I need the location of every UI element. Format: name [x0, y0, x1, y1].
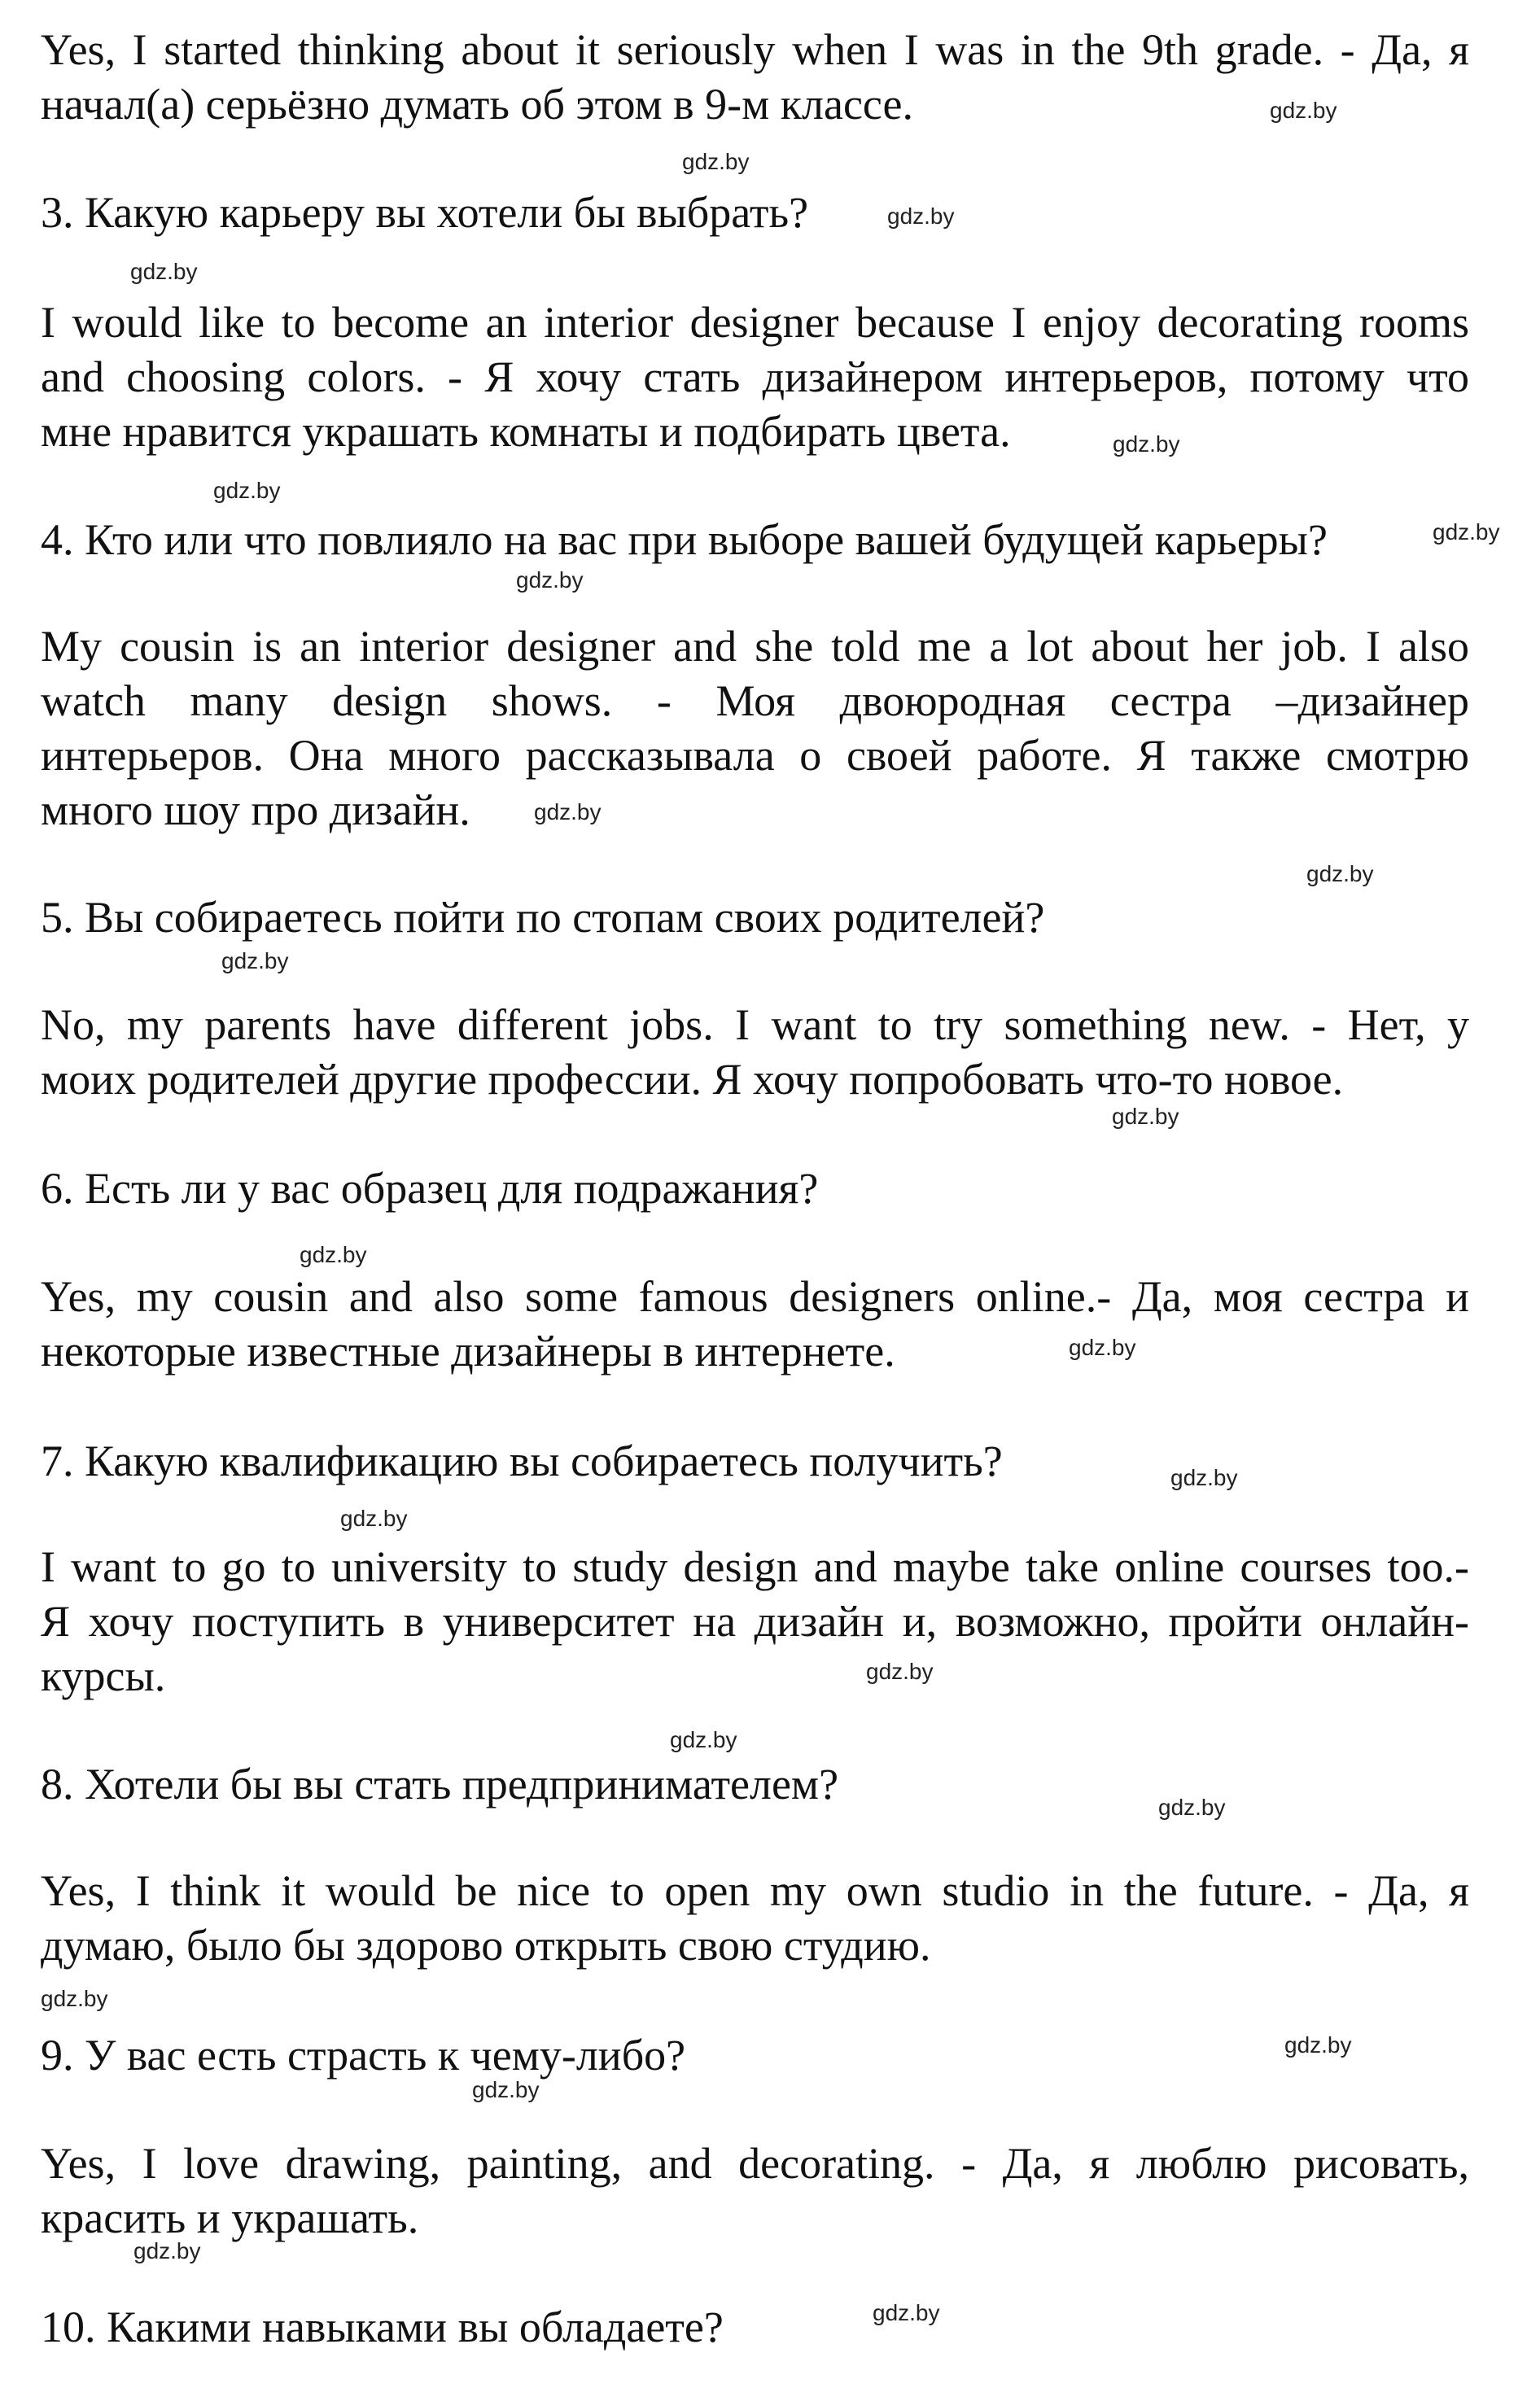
- answer-line: интерьеров. Она много рассказывала о своей работе. Я также смотрю: [41, 731, 1469, 780]
- question-9: [41, 2028, 1469, 2083]
- question-10: [41, 2300, 1469, 2355]
- watermark: gdz.by: [1113, 431, 1180, 457]
- answer-line: некоторые известные дизайнеры в интернете.: [41, 1327, 895, 1376]
- question-3: [41, 186, 1469, 240]
- answer-line: watch many design shows. - Моя двоюродная сестра –дизайнер: [41, 676, 1469, 725]
- question-text: 9. У вас есть страсть к чему-либо?: [41, 2031, 686, 2080]
- watermark: gdz.by: [472, 2077, 540, 2102]
- question-text: 6. Есть ли у вас образец для подражания?: [41, 1164, 819, 1213]
- watermark: gdz.by: [1284, 2032, 1352, 2058]
- watermark: gdz.by: [300, 1242, 367, 1267]
- answer-line: Yes, I think it would be nice to open my own studio in the future. - Да, я: [41, 1866, 1469, 1915]
- watermark: gdz.by: [516, 567, 584, 593]
- watermark: gdz.by: [221, 948, 289, 973]
- question-text: 3. Какую карьеру вы хотели бы выбрать?: [41, 188, 809, 237]
- watermark: gdz.by: [1170, 1465, 1238, 1490]
- watermark: gdz.by: [41, 1986, 108, 2011]
- watermark: gdz.by: [130, 259, 198, 284]
- watermark: gdz.by: [1270, 98, 1337, 123]
- answer-8: [41, 1864, 1469, 1973]
- question-text: 10. Какими навыками вы обладаете?: [41, 2303, 724, 2351]
- answer-5: [41, 998, 1469, 1107]
- watermark: gdz.by: [1158, 1795, 1226, 1820]
- answer-line: Yes, I love drawing, painting, and decorating. - Да, я люблю рисовать,: [41, 2139, 1469, 2188]
- watermark: gdz.by: [873, 2300, 940, 2325]
- watermark: gdz.by: [887, 203, 955, 229]
- answer-line: мне нравится украшать комнаты и подбирать цвета.: [41, 407, 1011, 456]
- answer-line: моих родителей другие профессии. Я хочу попробовать что-то новое.: [41, 1055, 1344, 1104]
- answer-line: думаю, было бы здорово открыть свою студию.: [41, 1921, 931, 1970]
- question-6: [41, 1161, 1469, 1216]
- answer-line: красить и украшать.: [41, 2193, 419, 2242]
- question-8: [41, 1757, 1469, 1812]
- question-text: 8. Хотели бы вы стать предпринимателем?: [41, 1760, 839, 1808]
- answer-line: курсы.: [41, 1651, 166, 1700]
- watermark: gdz.by: [1069, 1335, 1136, 1360]
- answer-6: [41, 1270, 1469, 1379]
- question-5: [41, 890, 1469, 945]
- answer-7: [41, 1540, 1469, 1704]
- watermark: gdz.by: [670, 1727, 737, 1752]
- question-text: 7. Какую квалификацию вы собираетесь получить?: [41, 1437, 1003, 1485]
- watermark: gdz.by: [340, 1506, 408, 1531]
- answer-4: [41, 619, 1469, 838]
- answer-2: [41, 23, 1469, 132]
- watermark: gdz.by: [866, 1659, 934, 1684]
- watermark: gdz.by: [1433, 519, 1500, 545]
- answer-line: Yes, I started thinking about it seriously when I was in the 9th grade. - Да, я: [41, 25, 1469, 74]
- question-text: 4. Кто или что повлияло на вас при выборе вашей будущей карьеры?: [41, 515, 1328, 564]
- question-text: 5. Вы собираетесь пойти по стопам своих родителей?: [41, 893, 1045, 942]
- question-4: [41, 513, 1469, 567]
- answer-line: and choosing colors. - Я хочу стать дизайнером интерьеров, потому что: [41, 352, 1469, 401]
- watermark: gdz.by: [213, 478, 281, 503]
- answer-line: Я хочу поступить в университет на дизайн и, возможно, пройти онлайн-: [41, 1597, 1469, 1646]
- answer-line: начал(а) серьёзно думать об этом в 9-м классе.: [41, 80, 914, 129]
- answer-line: No, my parents have different jobs. I want to try something new. - Нет, у: [41, 1000, 1469, 1049]
- watermark: gdz.by: [1112, 1104, 1179, 1129]
- answer-line: I want to go to university to study design and maybe take online courses too.-: [41, 1542, 1469, 1591]
- answer-9: [41, 2137, 1469, 2246]
- question-7: [41, 1434, 1469, 1489]
- answer-line: My cousin is an interior designer and she told me a lot about her job. I also: [41, 622, 1469, 671]
- answer-3: [41, 295, 1469, 459]
- answer-line: много шоу про дизайн.: [41, 785, 470, 834]
- watermark: gdz.by: [534, 799, 602, 824]
- watermark: gdz.by: [682, 149, 750, 174]
- watermark: gdz.by: [1306, 861, 1374, 886]
- answer-line: I would like to become an interior designer because I enjoy decorating rooms: [41, 298, 1469, 347]
- answer-line: Yes, my cousin and also some famous designers online.- Да, моя сестра и: [41, 1272, 1469, 1321]
- watermark: gdz.by: [133, 2238, 201, 2263]
